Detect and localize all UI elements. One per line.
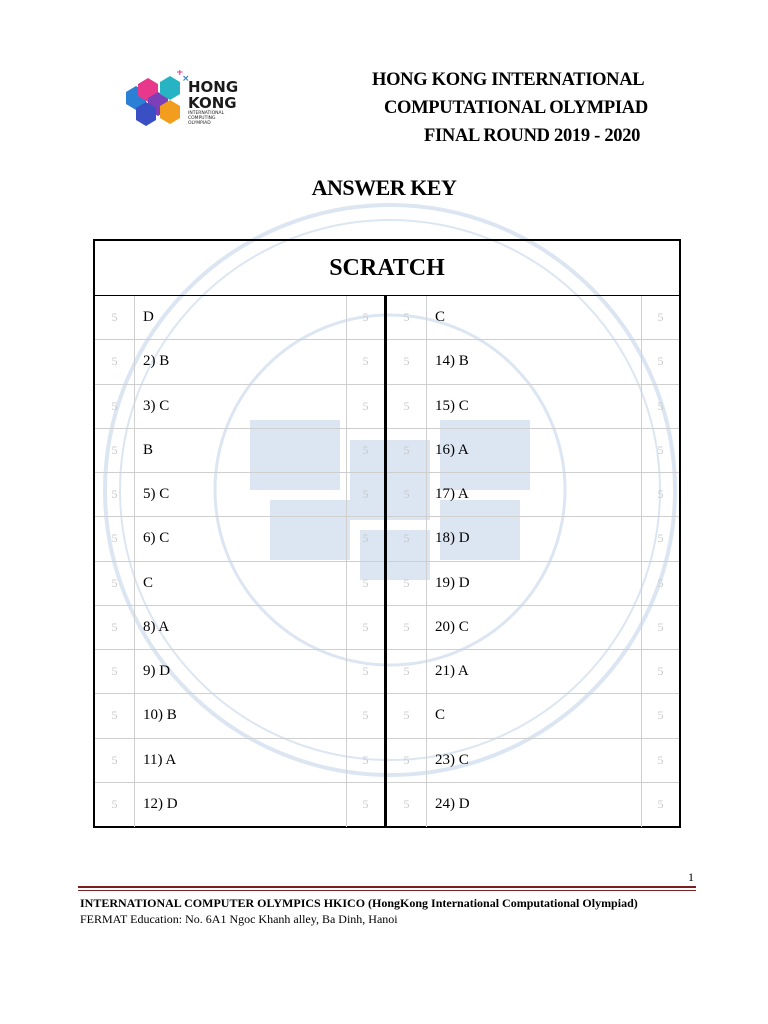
question-number-cell: 5 [95, 606, 135, 649]
points-cell: 5 [641, 783, 679, 827]
answer-cell: B [143, 441, 154, 458]
answer-cell: 18) D [435, 530, 470, 547]
table-row [95, 385, 384, 429]
answer-cell: 8) A [143, 618, 170, 635]
question-number-cell: 5 [387, 606, 427, 649]
question-number-cell: 5 [387, 340, 427, 383]
answer-cell: 3) C [143, 397, 170, 414]
points-cell: 5 [346, 429, 384, 472]
answer-cell: 19) D [435, 574, 470, 591]
question-number-cell: 5 [387, 429, 427, 472]
answer-cell: 6) C [143, 530, 170, 547]
points-cell: 5 [641, 385, 679, 428]
question-number-cell: 5 [95, 340, 135, 383]
answer-cell: 16) A [435, 441, 469, 458]
table-row [387, 606, 679, 650]
answer-cell: 5) C [143, 486, 170, 503]
points-cell: 5 [641, 739, 679, 782]
question-number-cell: 5 [95, 473, 135, 516]
table-row [387, 340, 679, 384]
points-cell: 5 [346, 562, 384, 605]
points-cell: 5 [641, 694, 679, 737]
points-cell: 5 [346, 385, 384, 428]
question-number-cell: 5 [95, 429, 135, 472]
table-row [95, 517, 384, 561]
points-cell: 5 [641, 650, 679, 693]
answer-cell: 10) B [143, 707, 177, 724]
table-row [387, 385, 679, 429]
points-cell: 5 [641, 473, 679, 516]
table-row [387, 429, 679, 473]
table-row [95, 650, 384, 694]
table-row [387, 473, 679, 517]
answer-cell: 14) B [435, 353, 469, 370]
question-number-cell: 5 [95, 694, 135, 737]
footer-org: INTERNATIONAL COMPUTER OLYMPICS HKICO (HongKong International Computational Olympiad) [80, 896, 638, 910]
header-title [360, 66, 670, 150]
question-number-cell: 5 [387, 296, 427, 339]
table-body [95, 296, 679, 827]
footer-divider [78, 886, 696, 888]
table-row [95, 340, 384, 384]
question-number-cell: 5 [95, 296, 135, 339]
answer-cell: 24) D [435, 796, 470, 813]
answer-table [93, 239, 681, 828]
points-cell: 5 [346, 473, 384, 516]
header-line-1: HONG KONG INTERNATIONAL [372, 70, 645, 90]
footer-divider-thin [78, 890, 696, 891]
points-cell: 5 [641, 517, 679, 560]
points-cell: 5 [346, 739, 384, 782]
logo-kong: KONG [188, 94, 237, 112]
table-row [387, 694, 679, 738]
answer-cell: 17) A [435, 486, 469, 503]
answer-cell: 12) D [143, 796, 178, 813]
page-number: 1 [688, 870, 694, 884]
answer-cell: 20) C [435, 618, 469, 635]
question-number-cell: 5 [95, 783, 135, 827]
answer-cell: 21) A [435, 663, 469, 680]
answer-cell: 23) C [435, 751, 469, 768]
header-line-2: COMPUTATIONAL OLYMPIAD [384, 98, 648, 118]
answer-cell: D [143, 309, 154, 326]
table-right-column [387, 296, 679, 827]
answer-cell: C [435, 309, 446, 326]
question-number-cell: 5 [387, 783, 427, 827]
points-cell: 5 [346, 606, 384, 649]
question-number-cell: 5 [95, 517, 135, 560]
table-row [387, 517, 679, 561]
answer-cell: 2) B [143, 353, 170, 370]
table-row [387, 650, 679, 694]
points-cell: 5 [641, 296, 679, 339]
logo-sub3: OLYMPIAD [188, 121, 211, 126]
table-row [95, 562, 384, 606]
points-cell: 5 [346, 340, 384, 383]
points-cell: 5 [346, 517, 384, 560]
points-cell: 5 [641, 429, 679, 472]
table-row [387, 296, 679, 340]
logo-plus: + [176, 70, 184, 78]
table-left-column [95, 296, 387, 827]
table-row [95, 783, 384, 827]
question-number-cell: 5 [387, 517, 427, 560]
points-cell: 5 [346, 694, 384, 737]
points-cell: 5 [346, 650, 384, 693]
answer-cell: 15) C [435, 397, 469, 414]
answer-cell: C [435, 707, 446, 724]
question-number-cell: 5 [95, 385, 135, 428]
logo-sub2: COMPUTING [188, 116, 216, 121]
hkico-logo [124, 70, 264, 128]
table-row [95, 296, 384, 340]
logo-times: × [182, 74, 190, 84]
question-number-cell: 5 [95, 739, 135, 782]
answer-cell: 11) A [143, 751, 177, 768]
points-cell: 5 [641, 562, 679, 605]
table-row [387, 562, 679, 606]
document-title: ANSWER KEY [311, 175, 457, 200]
table-row [95, 429, 384, 473]
question-number-cell: 5 [387, 739, 427, 782]
table-row [95, 694, 384, 738]
header-line-3: FINAL ROUND 2019 - 2020 [424, 126, 641, 146]
hkico-logo-icon [124, 70, 264, 128]
answer-cell: 9) D [143, 663, 171, 680]
table-row [95, 606, 384, 650]
question-number-cell: 5 [387, 650, 427, 693]
table-row [95, 739, 384, 783]
question-number-cell: 5 [387, 473, 427, 516]
table-row [95, 473, 384, 517]
footer-address: FERMAT Education: No. 6A1 Ngoc Khanh alley, Ba Dinh, Hanoi [80, 912, 398, 926]
table-row [387, 739, 679, 783]
points-cell: 5 [346, 783, 384, 827]
points-cell: 5 [641, 340, 679, 383]
logo-hong: HONG [188, 78, 239, 96]
question-number-cell: 5 [387, 385, 427, 428]
question-number-cell: 5 [95, 562, 135, 605]
points-cell: 5 [641, 606, 679, 649]
points-cell: 5 [346, 296, 384, 339]
question-number-cell: 5 [387, 694, 427, 737]
table-row [387, 783, 679, 827]
question-number-cell: 5 [95, 650, 135, 693]
answer-cell: C [143, 574, 154, 591]
question-number-cell: 5 [387, 562, 427, 605]
logo-sub1: INTERNATIONAL [188, 111, 225, 116]
table-title: SCRATCH [95, 241, 679, 296]
